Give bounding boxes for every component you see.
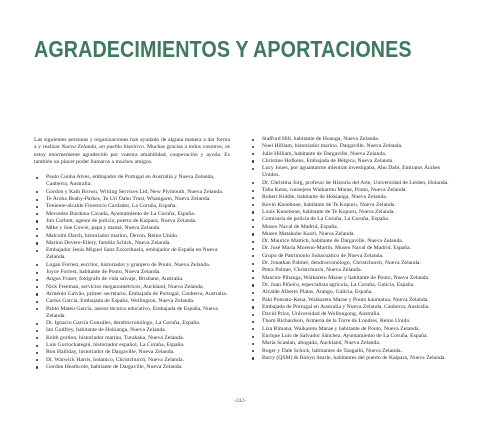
list-item: Tahu Kena, consejero Waikaretu Marae, Pouto, Nueva Zelanda. [250,187,450,194]
list-item: Jim Corbett, agente de policía, puerto de Kaipara, Nueva Zelanda. [34,218,230,225]
list-item: Pablo Mateu García, asesor técnico educativo, Embajada de España, Nueva Zelanda. [34,306,230,321]
list-item: Nick Freeman, servicios meganométricos, Auckland, Nueva Zelanda. [34,284,230,291]
list-item: Angus Fraser, fotógrafo de vida salvaje, Brisbane, Australia. [34,276,230,283]
list-item: Paulo Cunha Alves, embajador de Portugal en Australia y Nueva Zelanda, Canberra, Australia. [34,174,230,189]
list-item: Liza Rimana, Waikaretu Marae y habitante de Pouto, Nueva Zelanda. [250,326,450,333]
intro-paragraph [34,137,230,166]
list-item: Te Aroha Beaby-Parkes, Te Uri Oahu Trust, Whangarei, Nueva Zelanda. [34,196,230,203]
acknowledgements-list-left [34,174,230,371]
list-item: Petra Palmer, Christchurch, Nueva Zelanda. [250,267,450,274]
list-item: Marion Devere-Ellery, familia Schick, Nueva Zelanda. [34,240,230,247]
book-title: Nueva Zelanda, un pueblo histórico. [61,144,146,151]
list-item: Julie Hilliam, habitante de Dargaville, Nueva Zelanda. [250,151,450,158]
acknowledgements-list-right [250,136,450,362]
list-item: Lucy Jones, por aguantarme mientras investigaba, Abu Dabi, Emiratos Árabes Unidos. [250,165,450,180]
right-column [250,136,450,362]
list-item: Embajada de Portugal en Australia y Nueva Zelanda, Canberra, Australia. [250,304,450,311]
list-item: Embajador Jesús Miguel Sanz Escorihuela, embajador de España en Nueva Zelanda. [34,247,230,262]
list-item: Gordon y Kath Brown, Writing Services Ltd, New Plymouth, Nueva Zelanda. [34,189,230,196]
list-item: Malcolm Darch, historiador marino, Devon, Reino Unido. [34,233,230,240]
list-item: Arménio Galvão, primer secretario, Embajada de Portugal, Canberra, Australia. [34,291,230,298]
list-item: Christine Hofkens, Embajada de Bélgica, Nueva Zelanda. [250,158,450,165]
list-item: Dr. Maurice Mattich, habitante de Dargaville, Nueva Zelanda. [250,238,450,245]
list-item: Louis Knoebone, habitante de Te Kopuru, Nueva Zelanda. [250,209,450,216]
list-item: Teniente-alcalde Florencio Cardador, La Coruña, España. [34,203,230,210]
list-item: Grupo de Patrimonio Subacuático de Nueva Zelanda. [250,253,450,260]
list-item: Barry (QSM) & Robyn Searle, habitantes del puerto de Kaipara, Nueva Zelanda. [250,355,450,362]
list-item: Museo Naval de Madrid, España. [250,224,450,231]
page-title: AGRADECIMIENTOS Y APORTACIONES [34,36,412,62]
list-item: María Scanlan, abogada, Auckland, Nueva Zelanda. [250,340,450,347]
intro-text-after: Muchas gracias a todos vosotros, os estoy enormemente agradecido por vuestra amabilidad, cooperación y ayuda. Es también un placer poder llamaros a muchos amigos. [34,144,231,165]
list-item: Gordon Heathcote, habitante de Dargaville, Nueva Zelanda. [34,364,230,371]
list-item: Keith gordon, historiador marino, Turakaka, Nueva Zelanda. [34,335,230,342]
list-item: Ron Halliday, historiador de Dargaville, Nueva Zelanda. [34,349,230,356]
list-item: Joyce Forrest, habitante de Pouto, Nueva Zelanda. [34,269,230,276]
list-item: Dr. Warwick Harris, botánico, Christchurch, Nueva Zelanda. [34,357,230,364]
list-item: Museo Matakohe Kauri, Nueva Zelanda. [250,231,450,238]
list-item: Alcalde Alberto Platas, Arango, Galicia, España. [250,289,450,296]
list-item: Kevin Knoebone, habitante de Te Kopuru, Nueva Zelanda. [250,202,450,209]
list-item: Mercedes Bordona Cavada, Ayuntamiento de La Coruña, España. [34,211,230,218]
intro-text-before: Las siguientes personas y organizaciones han ayudado de alguna manera a dar forma a y realizar [34,137,230,151]
list-item: Dr. Juan Piñeiro, especialista agrícola, La Coruña, Galicia, España. [250,282,450,289]
list-item: Logan Forrest, escritor, historiador y granjero de Pouto, Nueva Zelanda. [34,262,230,269]
list-item: Enrique Luis de Salvador Sánchez, Ayuntamiento de La Coruña, España. [250,333,450,340]
list-item: Mike y Sue Cowie, papá y mamá, Nueva Zelanda. [34,225,230,232]
list-item: Maurice Pihanga, Waikaretu Marae y habitante de Pouto, Nueva Zelanda. [250,275,450,282]
list-item: Noel Hilliam, historiador marino, Dargaville, Nueva Zelanda. [250,143,450,150]
list-item: Dr. José María Moreno-Martín, Museo Naval de Madrid, España. [250,245,450,252]
left-column [34,137,230,371]
list-item: Robert Kiddle, habitante de Hokianga, Nueva Zelanda. [250,194,450,201]
list-item: Luis Gorrochategui, historiador español, La Coruña, España. [34,342,230,349]
list-item: Comisaría de policía de La Coruña, La Coruña, España. [250,216,450,223]
list-item: Dr. Ignacio García Gonzáles, dendrocronólogo, La Coruña, España. [34,320,230,327]
list-item: Stafford Hill, habitante de Hoanga, Nueva Zelanda. [250,136,450,143]
list-item: Dr. Christina Jorg, profesor de Historia del Arte, Universidad de Leiden, Holanda. [250,180,450,187]
list-item: Thom Richardson, Armería de la Torre de Londres, Reino Unido. [250,318,450,325]
list-item: Roger y Dale Schick, habitantes de Tangaihi, Nueva Zelanda. [250,348,450,355]
list-item: Dr. Jonathan Palmer, dendrocronólogo, Christchurch, Nueva Zelanda. [250,260,450,267]
list-item: Paki Ponsato-Kena, Waikaretu Marae y Pouto kaumatua, Nueva Zelanda. [250,297,450,304]
list-item: Carlos García, Embajada de España, Wellington, Nueva Zelanda. [34,298,230,305]
page-number: -242- [234,398,246,404]
list-item: Ian Godfrey, habitante de Hokianga, Nueva Zelanda. [34,327,230,334]
list-item: David Price, Universidad de Wollongong, Australia. [250,311,450,318]
